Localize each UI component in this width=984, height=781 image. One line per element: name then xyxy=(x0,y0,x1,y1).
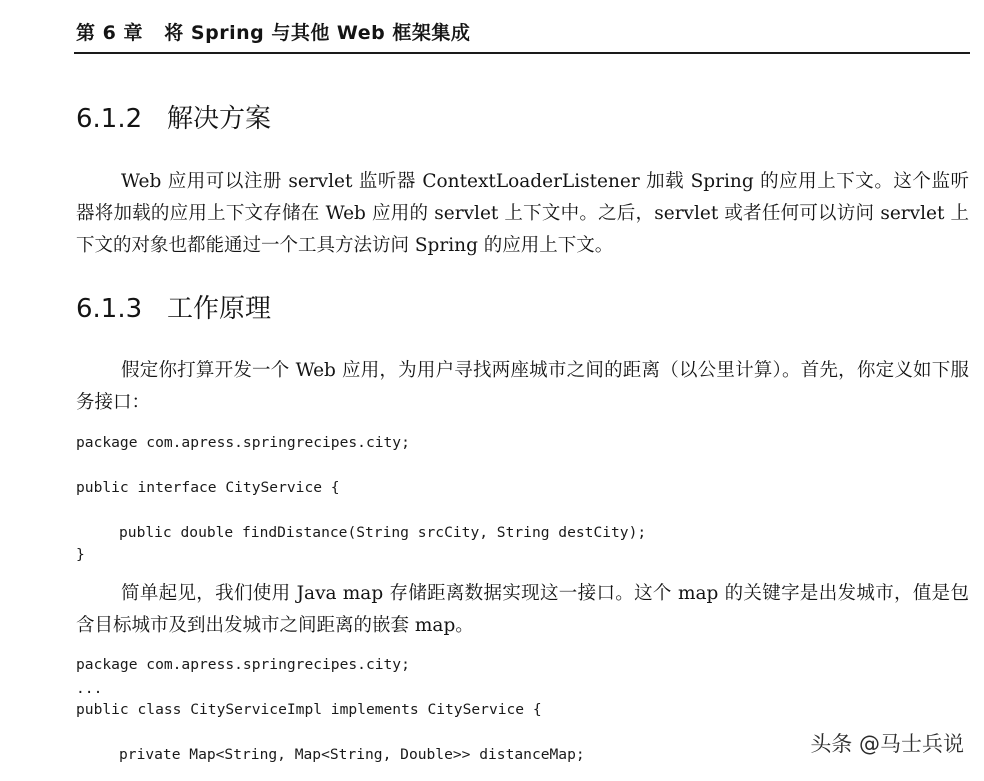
watermark-text: 头条 @马士兵说 xyxy=(810,732,964,756)
section-heading-solution: 6.1.2 解决方案 xyxy=(76,104,271,134)
code-closing-brace: } xyxy=(76,546,85,563)
paragraph-how-it-works: 假定你打算开发一个 Web 应用，为用户寻找两座城市之间的距离（以公里计算）。首先，你定义如下服务接口： xyxy=(76,360,969,413)
paragraph-solution: Web 应用可以注册 servlet 监听器 ContextLoaderListener 加载 Spring 的应用上下文。这个监听器将加载的应用上下文存储在 Web 应用的 servlet 上下文中。之后，servlet 或者任何可以访问 servlet 上下文的对象也都能通过一个工具方法访问 Spring 的应用上下文。 xyxy=(76,171,969,256)
code-interface-declaration: public interface CityService { xyxy=(76,479,340,496)
chapter-header: 第 6 章 将 Spring 与其他 Web 框架集成 xyxy=(76,22,471,44)
header-rule xyxy=(74,52,970,54)
code-package-line-2: package com.apress.springrecipes.city; xyxy=(76,656,410,673)
code-package-line: package com.apress.springrecipes.city; xyxy=(76,434,410,451)
code-ellipsis: ... xyxy=(76,680,103,697)
paragraph-implementation: 简单起见，我们使用 Java map 存储距离数据实现这一接口。这个 map 的关键字是出发城市，值是包含目标城市及到出发城市之间距离的嵌套 map。 xyxy=(76,583,969,636)
section-heading-how-it-works: 6.1.3 工作原理 xyxy=(76,294,271,324)
code-class-declaration: public class CityServiceImpl implements CityService { xyxy=(76,701,542,718)
code-field-declaration: private Map<String, Map<String, Double>> distanceMap; xyxy=(119,746,585,763)
code-method-declaration: public double findDistance(String srcCity, String destCity); xyxy=(119,524,647,541)
